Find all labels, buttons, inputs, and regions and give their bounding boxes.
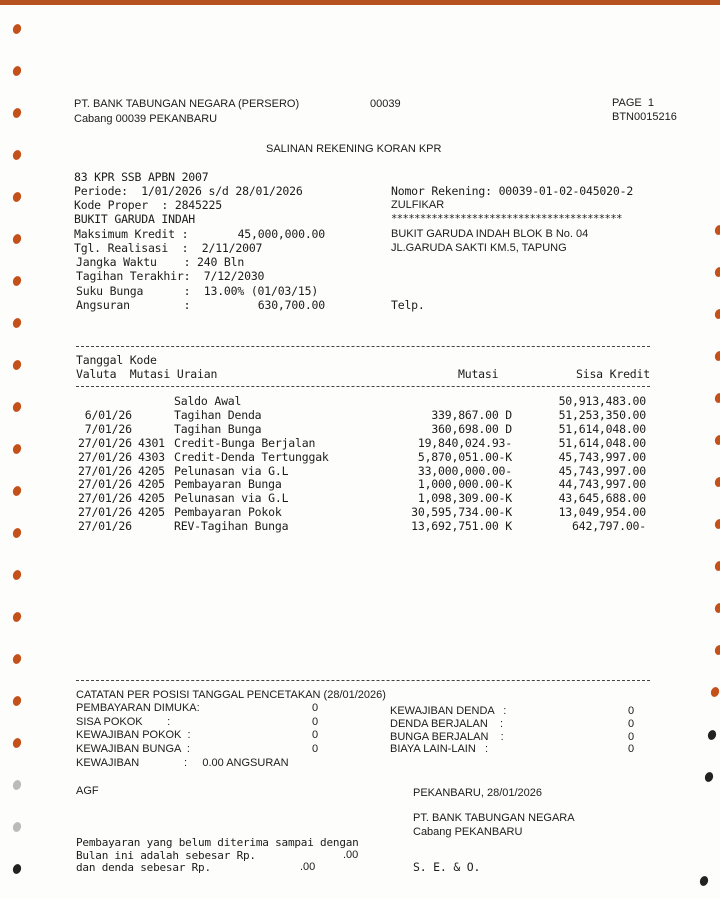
row-mutasi: 13,692,751.00 K bbox=[411, 519, 512, 534]
feed-hole-icon bbox=[12, 863, 23, 875]
divider bbox=[76, 346, 650, 347]
catatan-right-value: 0 bbox=[628, 705, 635, 717]
kewajiban-value: : 0.00 ANGSURAN bbox=[184, 757, 289, 769]
feed-hole-icon bbox=[714, 602, 720, 614]
branch-name: Cabang 00039 PEKANBARU bbox=[74, 113, 218, 125]
angsuran-label: Angsuran : bbox=[76, 298, 191, 312]
row-tanggal: 27/01/26 bbox=[78, 505, 132, 520]
feed-hole-icon bbox=[714, 434, 720, 446]
footer-bank: PT. BANK TABUNGAN NEGARA bbox=[413, 812, 575, 824]
suku-bunga: Suku Bunga : 13.00% (01/03/15) bbox=[76, 284, 319, 298]
feed-hole-icon bbox=[714, 518, 720, 530]
feed-hole-icon bbox=[714, 308, 720, 320]
row-kode: 4205 bbox=[138, 477, 165, 492]
catatan-right-label: BIAYA LAIN-LAIN : bbox=[390, 743, 489, 756]
row-mutasi: 30,595,734.00-K bbox=[411, 505, 512, 520]
feed-hole-icon bbox=[12, 23, 23, 35]
row-mutasi: 360,698.00 D bbox=[431, 421, 512, 436]
catatan-left-value: 0 bbox=[312, 729, 319, 741]
row-tanggal: 27/01/26 bbox=[78, 477, 132, 492]
row-kode: 4303 bbox=[138, 449, 165, 464]
row-uraian: Pembayaran Bunga bbox=[174, 477, 282, 492]
row-mutasi: 5,870,051.00-K bbox=[417, 449, 512, 464]
note-line-3-value: .00 bbox=[300, 861, 316, 873]
table-header-line2: Valuta Mutasi Uraian bbox=[76, 367, 218, 381]
row-mutasi: 33,000,000.00- bbox=[417, 463, 512, 478]
catatan-right-value: 0 bbox=[628, 730, 635, 743]
row-sisa-kredit: 45,743,997.00 bbox=[558, 463, 646, 478]
bank-name: PT. BANK TABUNGAN NEGARA (PERSERO) bbox=[74, 98, 300, 110]
reference-code: BTN0015216 bbox=[612, 111, 677, 123]
row-kode: 4205 bbox=[138, 491, 165, 506]
row-uraian: Pelunasan via G.L bbox=[174, 491, 289, 506]
catatan-left-label: KEWAJIBAN BUNGA : bbox=[76, 742, 190, 755]
feed-hole-icon bbox=[12, 65, 23, 77]
row-uraian: Credit-Denda Tertunggak bbox=[174, 449, 329, 464]
catatan-right-value: 0 bbox=[628, 717, 635, 730]
feed-hole-icon bbox=[707, 729, 718, 741]
feed-hole-icon bbox=[12, 485, 23, 497]
officer-code: AGF bbox=[76, 785, 99, 797]
footer-cabang: Cabang PEKANBARU bbox=[413, 826, 523, 838]
catatan-left-label: SISA POKOK : bbox=[76, 715, 171, 728]
nomor-rekening: Nomor Rekening: 00039-01-02-045020-2 bbox=[391, 184, 634, 198]
tgl-realisasi: Tgl. Realisasi : 2/11/2007 bbox=[74, 241, 263, 255]
project-name: BUKIT GARUDA INDAH bbox=[74, 212, 196, 226]
note-line-2-label: Bulan ini adalah sebesar Rp. bbox=[76, 849, 256, 862]
catatan-right-label: BUNGA BERJALAN : bbox=[390, 730, 504, 743]
row-kode: 4205 bbox=[138, 505, 165, 520]
kode-proper: Kode Proper : 2845225 bbox=[74, 198, 222, 212]
divider bbox=[76, 680, 650, 681]
row-kode: 4301 bbox=[138, 435, 165, 450]
maks-kredit-value: 45,000,000.00 bbox=[237, 227, 325, 241]
table-header-line1: Tanggal Kode bbox=[76, 353, 157, 367]
feed-hole-icon bbox=[12, 275, 23, 287]
row-sisa-kredit: 50,913,483.00 bbox=[558, 394, 646, 408]
kewajiban-label: KEWAJIBAN bbox=[76, 757, 140, 769]
feed-hole-icon bbox=[12, 149, 23, 161]
catatan-left-label: PEMBAYARAN DIMUKA: bbox=[76, 702, 200, 714]
row-sisa-kredit: 45,743,997.00 bbox=[558, 449, 646, 464]
feed-hole-icon bbox=[12, 401, 23, 413]
customer-name: ZULFIKAR bbox=[391, 199, 445, 211]
jangka-waktu: Jangka Waktu : 240 Bln bbox=[76, 255, 245, 269]
feed-hole-icon bbox=[714, 392, 720, 404]
column-header-sisa-kredit: Sisa Kredit bbox=[576, 367, 650, 381]
periode: Periode: 1/01/2026 s/d 28/01/2026 bbox=[74, 184, 303, 198]
row-mutasi: 339,867.00 D bbox=[431, 407, 512, 422]
feed-hole-icon bbox=[714, 476, 720, 488]
document-title: SALINAN REKENING KORAN KPR bbox=[266, 143, 442, 155]
row-uraian: Tagihan Bunga bbox=[174, 421, 262, 436]
note-line-2-value: .00 bbox=[343, 849, 359, 861]
catatan-left-value: 0 bbox=[312, 715, 319, 728]
row-uraian: Tagihan Denda bbox=[174, 407, 262, 422]
address-line-2: JL.GARUDA SAKTI KM.5, TAPUNG bbox=[391, 242, 567, 254]
catatan-right-value: 0 bbox=[628, 743, 635, 756]
row-sisa-kredit: 43,645,688.00 bbox=[558, 491, 646, 506]
row-uraian: Saldo Awal bbox=[174, 394, 242, 408]
feed-hole-icon bbox=[12, 695, 23, 707]
row-kode: 4205 bbox=[138, 463, 165, 478]
column-header-mutasi: Mutasi bbox=[458, 367, 499, 381]
tagihan-terakhir: Tagihan Terakhir: 7/12/2030 bbox=[76, 269, 265, 283]
feed-hole-icon bbox=[714, 350, 720, 362]
row-sisa-kredit: 13,049,954.00 bbox=[558, 505, 646, 520]
divider bbox=[76, 386, 650, 387]
place-date: PEKANBARU, 28/01/2026 bbox=[413, 787, 543, 799]
feed-hole-icon bbox=[12, 233, 23, 245]
row-sisa-kredit: 51,253,350.00 bbox=[558, 407, 646, 422]
row-sisa-kredit: 51,614,048.00 bbox=[558, 435, 646, 450]
feed-hole-icon bbox=[12, 191, 23, 203]
feed-hole-icon bbox=[12, 107, 23, 119]
feed-hole-icon bbox=[12, 527, 23, 539]
catatan-title: CATATAN PER POSISI TANGGAL PENCETAKAN (28/01/2026) bbox=[76, 689, 386, 701]
catatan-left-value: 0 bbox=[312, 742, 319, 755]
row-tanggal: 27/01/26 bbox=[78, 463, 132, 478]
feed-hole-icon bbox=[12, 443, 23, 455]
row-tanggal: 27/01/26 bbox=[78, 519, 132, 534]
angsuran-value: 630,700.00 bbox=[257, 298, 325, 312]
note-line-3-label: dan denda sebesar Rp. bbox=[76, 861, 211, 874]
feed-hole-icon bbox=[699, 875, 710, 887]
row-sisa-kredit: 51,614,048.00 bbox=[558, 421, 646, 436]
row-mutasi: 1,000,000.00-K bbox=[417, 477, 512, 492]
row-tanggal: 27/01/26 bbox=[78, 491, 132, 506]
feed-hole-icon bbox=[710, 686, 720, 698]
feed-hole-icon bbox=[12, 359, 23, 371]
product-name: 83 KPR SSB APBN 2007 bbox=[74, 170, 209, 184]
row-tanggal: 27/01/26 bbox=[78, 435, 132, 450]
row-uraian: Credit-Bunga Berjalan bbox=[174, 435, 316, 450]
telp: Telp. bbox=[391, 298, 425, 312]
row-uraian: Pelunasan via G.L bbox=[174, 463, 289, 478]
page-number: PAGE 1 bbox=[612, 97, 654, 109]
seo-note: S. E. & O. bbox=[413, 860, 481, 874]
catatan-left-label: KEWAJIBAN POKOK : bbox=[76, 729, 191, 741]
row-uraian: Pembayaran Pokok bbox=[174, 505, 282, 520]
maks-kredit-label: Maksimum Kredit : bbox=[74, 227, 189, 241]
feed-hole-icon bbox=[12, 653, 23, 665]
row-uraian: REV-Tagihan Bunga bbox=[174, 519, 289, 534]
row-tanggal: 6/01/26 bbox=[78, 407, 132, 422]
feed-hole-icon bbox=[714, 560, 720, 572]
note-line-1: Pembayaran yang belum diterima sampai dengan bbox=[76, 836, 359, 849]
row-mutasi: 19,840,024.93- bbox=[417, 435, 512, 450]
feed-hole-icon bbox=[12, 569, 23, 581]
paper-top-edge bbox=[0, 0, 720, 5]
feed-hole-icon bbox=[12, 611, 23, 623]
row-sisa-kredit: 44,743,997.00 bbox=[558, 477, 646, 492]
feed-hole-icon bbox=[714, 266, 720, 278]
feed-hole-icon bbox=[12, 737, 23, 749]
row-mutasi: 1,098,309.00-K bbox=[417, 491, 512, 506]
row-sisa-kredit: 642,797.00- bbox=[572, 519, 646, 534]
feed-hole-icon bbox=[704, 771, 715, 783]
feed-hole-icon bbox=[714, 644, 720, 656]
feed-hole-icon bbox=[12, 317, 23, 329]
address-line-1: BUKIT GARUDA INDAH BLOK B No. 04 bbox=[391, 228, 589, 240]
catatan-left-value: 0 bbox=[312, 702, 319, 714]
feed-hole-icon bbox=[714, 224, 720, 236]
branch-code: 00039 bbox=[370, 98, 401, 110]
masked-line: **************************************** bbox=[391, 213, 622, 225]
catatan-right-label: KEWAJIBAN DENDA : bbox=[390, 705, 507, 717]
feed-hole-icon bbox=[12, 821, 23, 833]
row-tanggal: 7/01/26 bbox=[78, 421, 132, 436]
row-tanggal: 27/01/26 bbox=[78, 449, 132, 464]
feed-hole-icon bbox=[12, 779, 23, 791]
catatan-right-label: DENDA BERJALAN : bbox=[390, 717, 504, 730]
